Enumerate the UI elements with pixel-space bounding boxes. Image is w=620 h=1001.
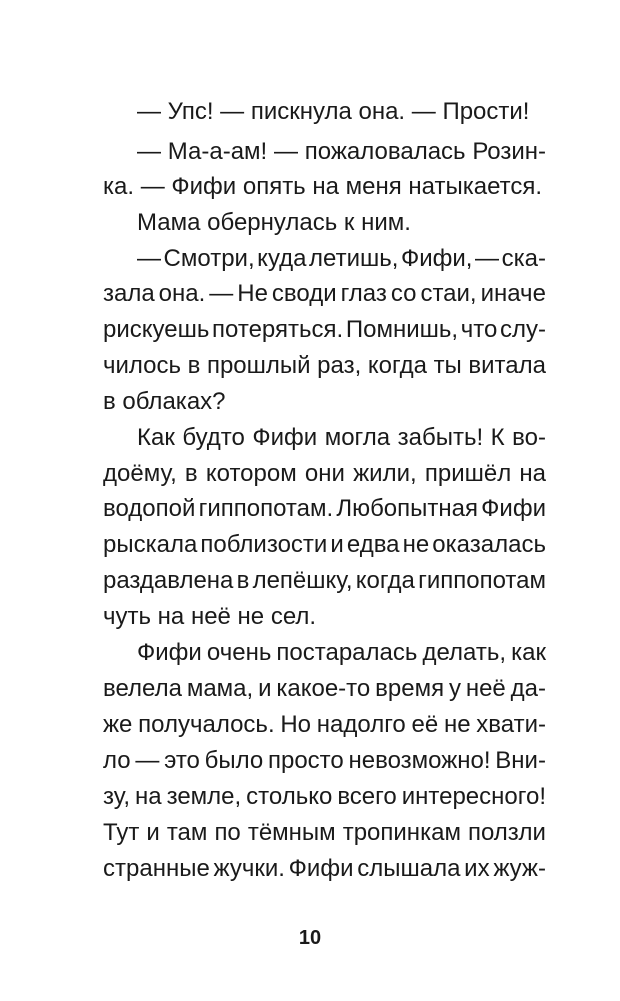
text-line: Тут и там по тёмным тропинкам ползли xyxy=(103,819,546,846)
text-line: Фифи очень постаралась делать, как xyxy=(137,639,546,666)
text-line: — Смотри, куда летишь, Фифи, — ска- xyxy=(137,245,546,272)
text-line: — Упс! — пискнула она. — Прости! xyxy=(137,98,530,125)
text-line: в облаках? xyxy=(103,388,226,415)
text-line: же получалось. Но надолго её не хвати- xyxy=(103,711,546,738)
page-number: 10 xyxy=(298,927,322,949)
text-line: водопой гиппопотам. Любопытная Фифи xyxy=(103,495,546,522)
text-line: ка. — Фифи опять на меня натыкается. xyxy=(103,173,543,200)
text-line: рискуешь потеряться. Помнишь, что слу- xyxy=(103,316,546,343)
text-line: чуть на неё не сел. xyxy=(103,603,317,630)
text-line: Как будто Фифи могла забыть! К во- xyxy=(137,424,546,451)
text-line: — Ма-а-ам! — пожаловалась Розин- xyxy=(137,138,546,165)
text-line: чилось в прошлый раз, когда ты витала xyxy=(103,352,546,379)
text-line: раздавлена в лепёшку, когда гиппопотам xyxy=(103,567,546,594)
text-line: зала она. — Не своди глаз со стаи, иначе xyxy=(103,280,546,307)
text-line: странные жучки. Фифи слышала их жуж- xyxy=(103,855,546,882)
text-line: зу, на земле, столько всего интересного! xyxy=(103,783,546,810)
text-line: ло — это было просто невозможно! Вни- xyxy=(103,747,546,774)
text-line: Мама обернулась к ним. xyxy=(137,209,411,236)
text-line: велела мама, и какое-то время у неё да- xyxy=(103,675,546,702)
text-line: доёму, в котором они жили, пришёл на xyxy=(103,460,546,487)
text-line: рыскала поблизости и едва не оказалась xyxy=(103,531,546,558)
